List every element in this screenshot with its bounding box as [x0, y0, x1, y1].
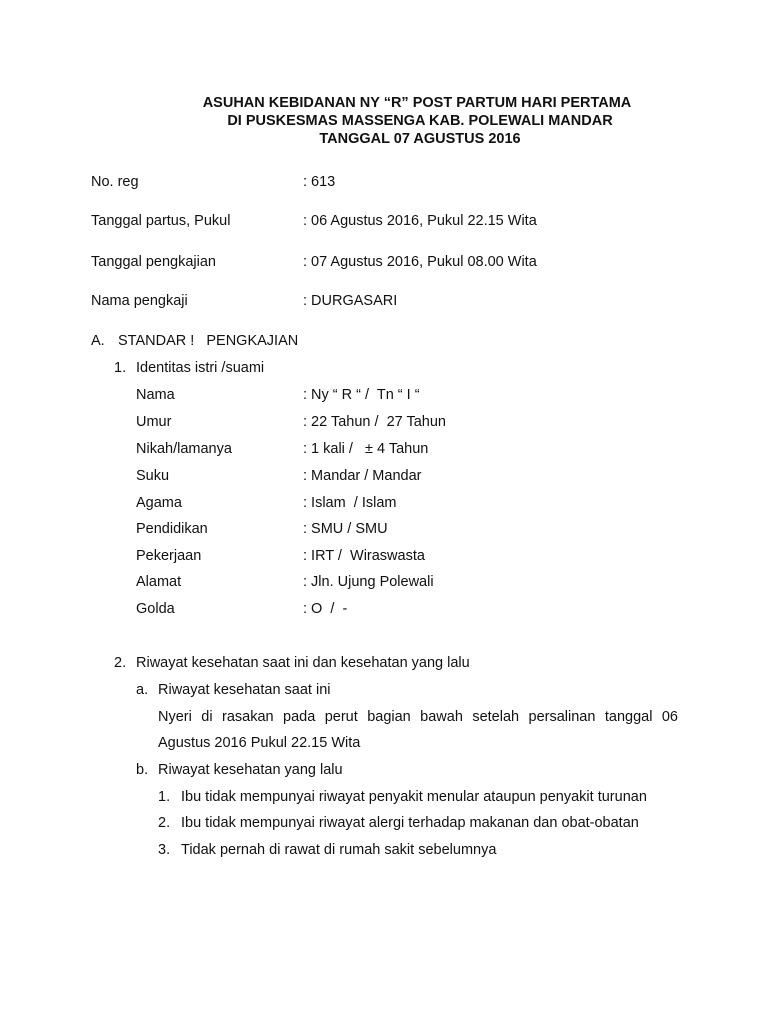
field-value: : DURGASARI [303, 293, 398, 309]
field-value: : 07 Agustus 2016, Pukul 08.00 Wita [303, 254, 537, 270]
field-label: Alamat [136, 574, 182, 590]
field-value: : Ny “ R “ / Tn “ I “ [303, 387, 420, 403]
list-marker: 1. [158, 789, 171, 805]
field-value: : 06 Agustus 2016, Pukul 22.15 Wita [303, 213, 537, 229]
paragraph-line-1: Nyeri di rasakan pada perut bagian bawah setelah persalinan tanggal 06 [158, 709, 678, 725]
item-marker: 1. [114, 360, 127, 376]
field-value: : 22 Tahun / 27 Tahun [303, 414, 446, 430]
field-value: : Jln. Ujung Polewali [303, 574, 434, 590]
field-value: : 1 kali / ± 4 Tahun [303, 441, 429, 457]
paragraph-line-2: Agustus 2016 Pukul 22.15 Wita [158, 735, 361, 751]
list-text: Tidak pernah di rawat di rumah sakit sebelumnya [181, 842, 497, 858]
field-value: : SMU / SMU [303, 521, 388, 537]
field-label: Umur [136, 414, 172, 430]
item-marker: 2. [114, 655, 127, 671]
field-label: Pekerjaan [136, 548, 202, 564]
sub-title: Riwayat kesehatan yang lalu [158, 762, 343, 778]
title-line-3: TANGGAL 07 AGUSTUS 2016 [319, 131, 521, 147]
sub-marker: b. [136, 762, 149, 778]
field-value: : 613 [303, 174, 336, 190]
list-text: Ibu tidak mempunyai riwayat penyakit menular ataupun penyakit turunan [181, 789, 647, 805]
section-title: STANDAR ! PENGKAJIAN [118, 333, 299, 349]
field-label: No. reg [91, 174, 139, 190]
field-label: Tanggal pengkajian [91, 254, 216, 270]
sub-title: Riwayat kesehatan saat ini [158, 682, 331, 698]
item-title: Identitas istri /suami [136, 360, 265, 376]
field-label: Nama [136, 387, 175, 403]
field-label: Agama [136, 495, 182, 511]
title-line-1: ASUHAN KEBIDANAN NY “R” POST PARTUM HARI PERTAMA [202, 95, 632, 111]
sub-marker: a. [136, 682, 149, 698]
field-label: Nikah/lamanya [136, 441, 232, 457]
field-value: : Islam / Islam [303, 495, 397, 511]
sub-a-paragraph [158, 704, 678, 756]
field-value: : O / - [303, 601, 348, 617]
field-label: Nama pengkaji [91, 293, 188, 309]
item-title: Riwayat kesehatan saat ini dan kesehatan yang lalu [136, 655, 470, 671]
section-marker: A. [91, 333, 105, 349]
field-label: Suku [136, 468, 170, 484]
list-text: Ibu tidak mempunyai riwayat alergi terhadap makanan dan obat-obatan [181, 815, 639, 831]
document-title [0, 94, 768, 148]
field-value: : Mandar / Mandar [303, 468, 422, 484]
field-label: Pendidikan [136, 521, 208, 537]
field-value: : IRT / Wiraswasta [303, 548, 425, 564]
field-label: Golda [136, 601, 175, 617]
list-marker: 2. [158, 815, 171, 831]
list-marker: 3. [158, 842, 171, 858]
field-label: Tanggal partus, Pukul [91, 213, 231, 229]
title-line-2: DI PUSKESMAS MASSENGA KAB. POLEWALI MANDAR [227, 113, 613, 129]
